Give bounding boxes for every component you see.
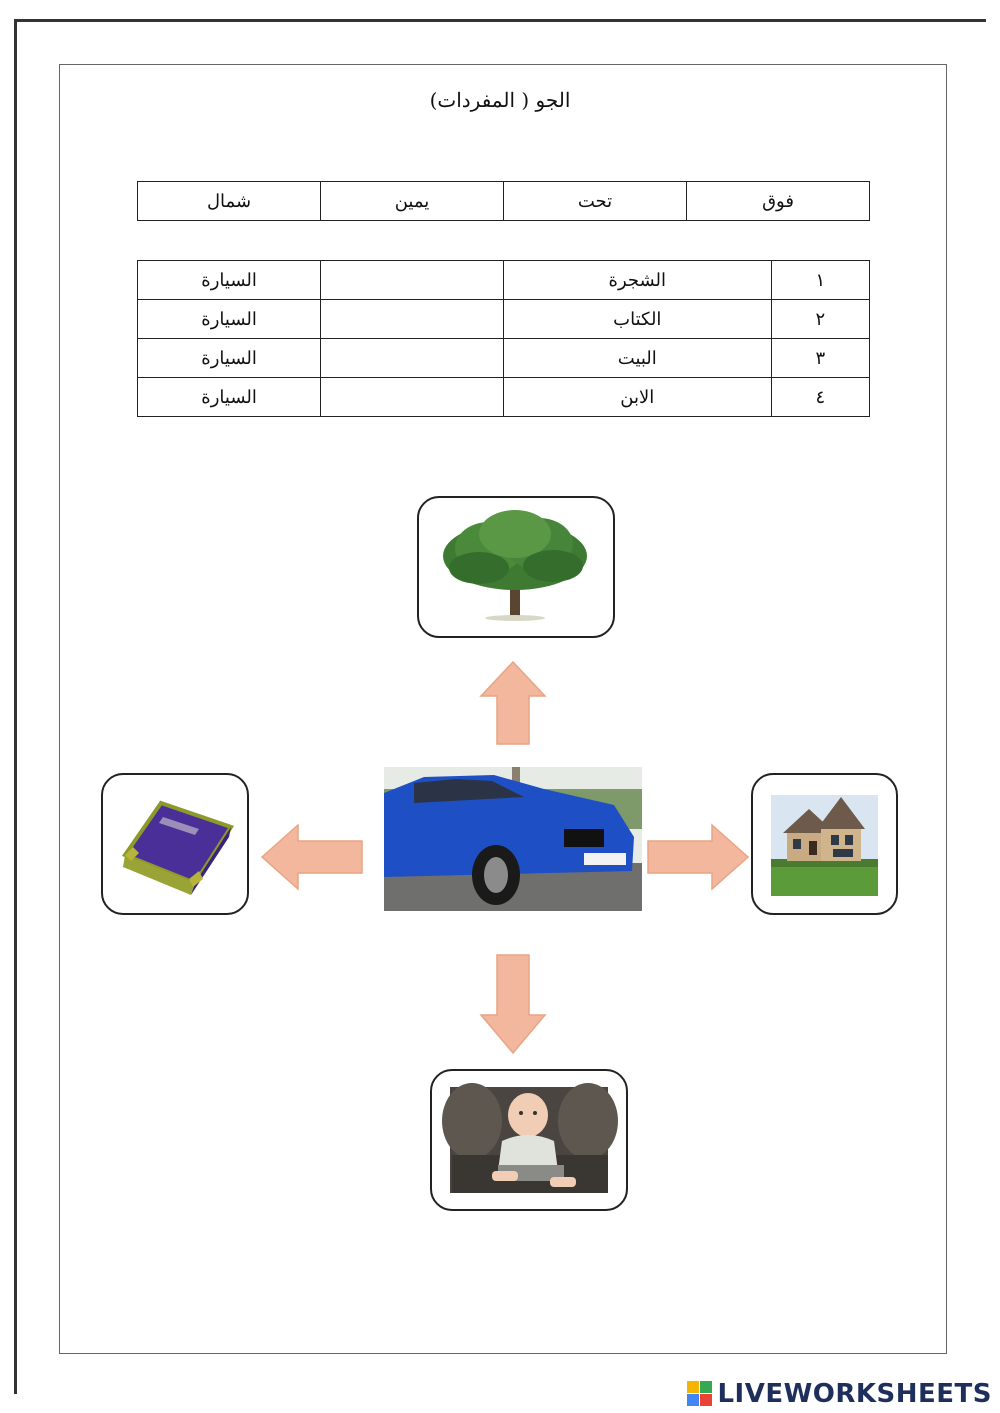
page-border-left bbox=[14, 19, 17, 1394]
answer-blank[interactable] bbox=[321, 378, 504, 417]
house-card bbox=[751, 773, 898, 915]
row-reference: السيارة bbox=[138, 378, 321, 417]
answer-blank[interactable] bbox=[321, 300, 504, 339]
row-object: الشجرة bbox=[503, 261, 771, 300]
book-card bbox=[101, 773, 249, 915]
row-reference: السيارة bbox=[138, 261, 321, 300]
brand-logo bbox=[687, 1379, 992, 1409]
arrow-right-icon bbox=[646, 823, 750, 891]
word-bank-cell: تحت bbox=[504, 182, 687, 221]
house-image bbox=[753, 775, 896, 913]
row-object: البيت bbox=[503, 339, 771, 378]
table-row bbox=[138, 261, 870, 300]
table-row bbox=[138, 378, 870, 417]
book-image bbox=[103, 775, 247, 913]
answer-blank[interactable] bbox=[321, 339, 504, 378]
row-reference: السيارة bbox=[138, 300, 321, 339]
row-number: ٤ bbox=[771, 378, 869, 417]
baby-image bbox=[432, 1071, 626, 1209]
word-bank-cell: فوق bbox=[687, 182, 870, 221]
word-bank-cell: يمين bbox=[321, 182, 504, 221]
arrow-up-icon bbox=[479, 660, 547, 746]
table-row bbox=[138, 300, 870, 339]
word-bank-table bbox=[137, 181, 870, 221]
page-title: الجو ( المفردات) bbox=[429, 88, 571, 112]
table-row bbox=[138, 339, 870, 378]
word-bank-row bbox=[138, 182, 870, 221]
tree-image bbox=[419, 498, 613, 636]
baby-card bbox=[430, 1069, 628, 1211]
row-object: الكتاب bbox=[503, 300, 771, 339]
row-object: الابن bbox=[503, 378, 771, 417]
tree-card bbox=[417, 496, 615, 638]
car-image bbox=[384, 767, 642, 911]
row-number: ١ bbox=[771, 261, 869, 300]
row-reference: السيارة bbox=[138, 339, 321, 378]
answer-blank[interactable] bbox=[321, 261, 504, 300]
row-number: ٣ bbox=[771, 339, 869, 378]
brand-logo-icon bbox=[687, 1381, 713, 1407]
row-number: ٢ bbox=[771, 300, 869, 339]
arrow-down-icon bbox=[479, 953, 547, 1055]
page-border-top bbox=[14, 19, 986, 22]
brand-name: LIVEWORKSHEETS bbox=[717, 1379, 992, 1409]
sentences-table bbox=[137, 260, 870, 417]
word-bank-cell: شمال bbox=[138, 182, 321, 221]
arrow-left-icon bbox=[260, 823, 364, 891]
